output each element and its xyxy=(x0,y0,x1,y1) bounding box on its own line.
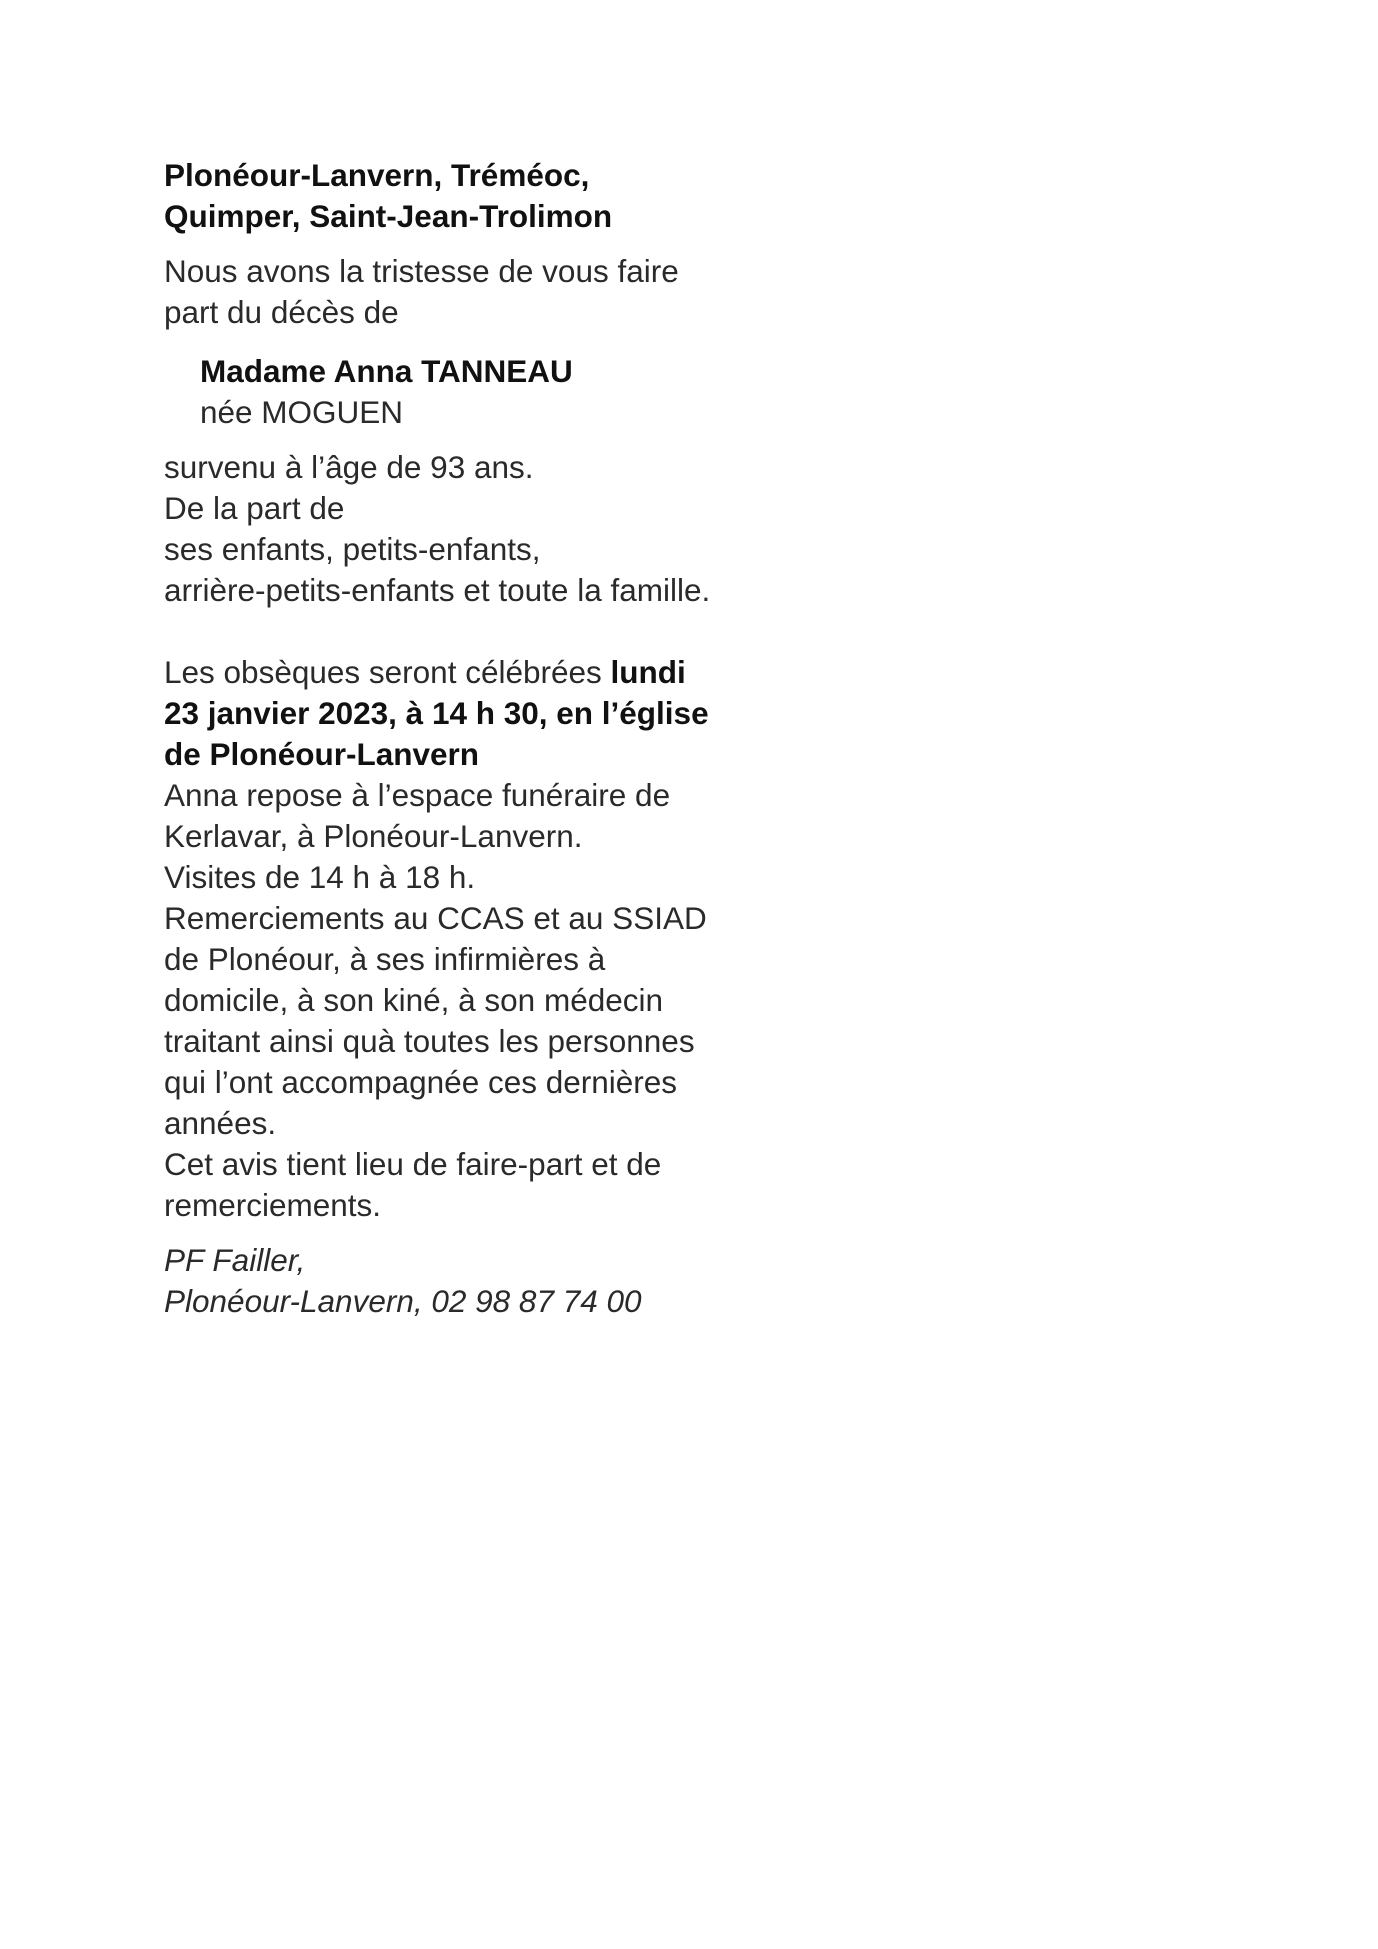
details-line: arrière-petits-enfants et toute la famille. xyxy=(164,572,711,608)
body-line: Anna repose à l’espace funéraire de xyxy=(164,777,671,813)
body-line: années. xyxy=(164,1105,277,1141)
intro-line: Nous avons la tristesse de vous faire xyxy=(164,253,679,289)
locations-heading xyxy=(164,155,804,237)
body-line: Kerlavar, à Plonéour-Lanvern. xyxy=(164,818,583,854)
funeral-line xyxy=(164,652,804,693)
body-line: domicile, à son kiné, à son médecin xyxy=(164,982,664,1018)
body-paragraph xyxy=(164,775,804,1226)
signature-line: PF Failler, xyxy=(164,1242,306,1278)
funeral-home-signature xyxy=(164,1240,804,1322)
body-line: remerciements. xyxy=(164,1187,382,1223)
funeral-place-line: de Plonéour-Lanvern xyxy=(164,736,480,772)
heading-line: Plonéour-Lanvern, Tréméoc, xyxy=(164,157,590,193)
body-line: Visites de 14 h à 18 h. xyxy=(164,859,476,895)
funeral-paragraph xyxy=(164,652,804,775)
intro-line: part du décès de xyxy=(164,294,399,330)
details-paragraph xyxy=(164,447,804,611)
details-line: De la part de xyxy=(164,490,345,526)
details-line: survenu à l’âge de 93 ans. xyxy=(164,449,534,485)
obituary-notice xyxy=(164,155,804,1322)
heading-line: Quimper, Saint-Jean-Trolimon xyxy=(164,198,613,234)
funeral-text: Les obsèques seront célébrées xyxy=(164,654,611,690)
body-line: Remerciements au CCAS et au SSIAD xyxy=(164,900,707,936)
deceased-name: Madame Anna TANNEAU xyxy=(200,353,573,389)
deceased-block xyxy=(164,351,804,433)
signature-line: Plonéour-Lanvern, 02 98 87 74 00 xyxy=(164,1283,642,1319)
body-line: traitant ainsi quà toutes les personnes xyxy=(164,1023,695,1059)
intro-paragraph xyxy=(164,251,804,333)
details-line: ses enfants, petits-enfants, xyxy=(164,531,541,567)
body-line: Cet avis tient lieu de faire-part et de xyxy=(164,1146,662,1182)
funeral-day: lundi xyxy=(610,654,686,690)
funeral-date-line: 23 janvier 2023, à 14 h 30, en l’église xyxy=(164,695,709,731)
body-line: qui l’ont accompagnée ces dernières xyxy=(164,1064,678,1100)
body-line: de Plonéour, à ses infirmières à xyxy=(164,941,606,977)
deceased-maiden-name: née MOGUEN xyxy=(200,394,404,430)
